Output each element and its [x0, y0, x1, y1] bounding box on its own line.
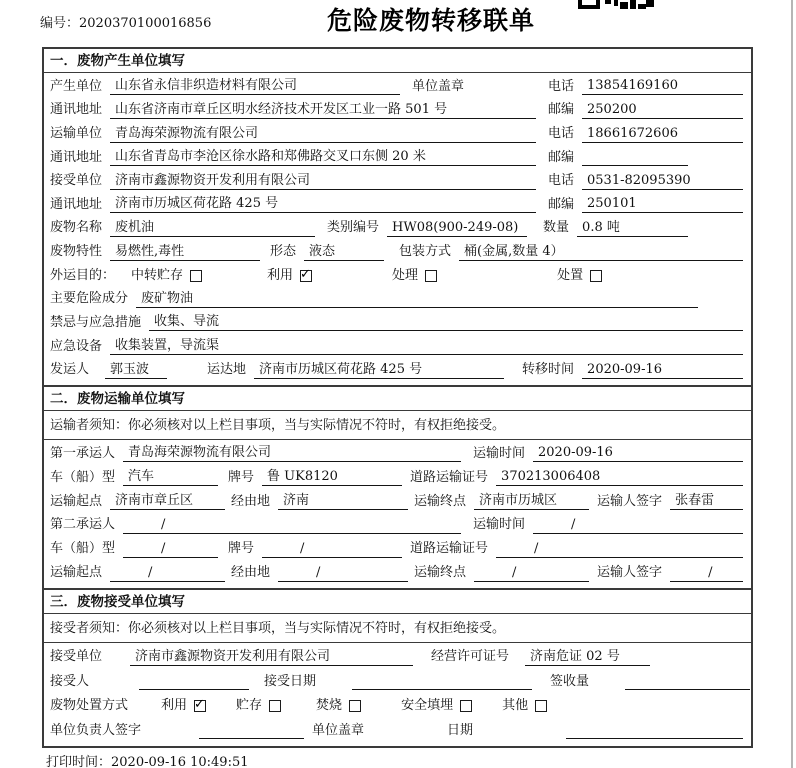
carrier-sign-value: /	[670, 565, 743, 582]
phone-group	[548, 126, 743, 143]
option-label: 利用	[161, 698, 188, 714]
carrier-sign-value: 张春雷	[670, 493, 743, 510]
phone-value: 13854169160	[582, 78, 743, 95]
form-label: 形态	[270, 244, 297, 260]
zip-value: 250101	[582, 196, 743, 213]
row-transport-address	[44, 146, 751, 170]
plate-label: 牌号	[228, 541, 255, 557]
road-permit-value: /	[496, 541, 743, 558]
address-label: 通讯地址	[50, 102, 103, 118]
route-end-value: /	[474, 565, 589, 582]
manifest-table	[42, 47, 753, 748]
vehicle-type-value: /	[123, 541, 218, 558]
row-emergency-equipment	[44, 335, 751, 359]
receive-date-value	[352, 673, 532, 690]
purpose-option	[392, 268, 437, 284]
serial-value: 2020370100016856	[79, 16, 212, 31]
section-receiver	[44, 588, 751, 746]
page-edge-line	[791, 0, 793, 768]
purpose-option	[131, 268, 202, 284]
disposal-method-label: 废物处置方式	[50, 698, 129, 714]
packing-label: 包装方式	[399, 244, 452, 260]
second-carrier-label: 第二承运人	[50, 517, 116, 533]
road-permit-label: 道路运输证号	[410, 541, 489, 557]
receiver-label: 接受人	[50, 673, 90, 689]
row-vehicle-1	[44, 466, 751, 490]
road-permit-label: 道路运输证号	[410, 469, 489, 485]
zip-group	[548, 196, 743, 213]
hazard-label: 主要危险成分	[50, 291, 129, 307]
disposal-option	[502, 698, 547, 714]
emergency-equipment-label: 应急设备	[50, 338, 103, 354]
disposal-option	[401, 698, 472, 714]
print-time-label: 打印时间：	[46, 755, 112, 768]
waste-name-label: 废物名称	[50, 220, 103, 236]
row-shipper	[44, 358, 751, 382]
row-second-carrier	[44, 513, 751, 537]
section1-rows	[44, 73, 751, 385]
row-waste-name	[44, 217, 751, 241]
route-via-value: 济南	[278, 493, 408, 510]
option-label: 其他	[502, 698, 529, 714]
purpose-option	[267, 268, 312, 284]
destination-label: 运达地	[207, 362, 247, 378]
checkbox-icon	[425, 270, 437, 282]
checkbox-icon	[190, 270, 202, 282]
address-label: 通讯地址	[50, 196, 103, 212]
operation-license-label: 经营许可证号	[431, 649, 510, 665]
category-code-label: 类别编号	[327, 220, 380, 236]
row-vehicle-2	[44, 537, 751, 561]
plate-label: 牌号	[228, 469, 255, 485]
phone-value: 18661672606	[582, 126, 743, 143]
disposal-option	[161, 698, 206, 714]
row-transfer-purpose	[44, 264, 751, 288]
emergency-equipment-value: 收集装置，导流渠	[110, 338, 743, 355]
row-first-carrier	[44, 442, 751, 466]
route-start-label: 运输起点	[50, 565, 103, 581]
option-label: 中转贮存	[131, 267, 184, 283]
transport-unit-value: 青岛海荣源物流有限公司	[110, 126, 536, 143]
route-start-value: /	[110, 565, 225, 582]
zip-label: 邮编	[548, 102, 575, 118]
hazard-value: 废矿物油	[136, 291, 698, 308]
row-emergency-measures	[44, 311, 751, 335]
route-via-value: /	[278, 565, 408, 582]
receiver-value	[139, 673, 249, 690]
zip-label: 邮编	[548, 149, 575, 165]
phone-label: 电话	[548, 126, 575, 142]
quantity-label: 数量	[543, 220, 570, 236]
section2-header: 二．废物运输单位填写	[44, 387, 751, 411]
shipper-value: 郭玉波	[105, 362, 167, 379]
transfer-time-label: 转移时间	[522, 362, 575, 378]
route-via-label: 经由地	[231, 565, 271, 581]
transport-unit-label: 运输单位	[50, 126, 103, 142]
vehicle-type-value: 汽车	[123, 469, 218, 486]
produce-unit-label: 产生单位	[50, 78, 103, 94]
shipper-label: 发运人	[50, 362, 90, 378]
carrier-sign-label: 运输人签字	[597, 493, 663, 509]
transport-time-value: 2020-09-16	[533, 445, 743, 462]
signed-quantity-label: 签收量	[550, 673, 590, 689]
section3-rows	[44, 643, 751, 746]
address-value: 济南市历城区荷花路 425 号	[110, 196, 536, 213]
disposal-option	[236, 698, 281, 714]
zip-group	[548, 102, 743, 119]
option-label: 处理	[392, 267, 419, 283]
phone-label: 电话	[548, 78, 575, 94]
responsible-sign-label: 单位负责人签字	[50, 722, 142, 738]
checkbox-icon	[300, 270, 312, 282]
emergency-measures-label: 禁忌与应急措施	[50, 314, 142, 330]
form-value: 液态	[304, 244, 384, 261]
purpose-option	[557, 268, 602, 284]
road-permit-value: 370213006408	[496, 469, 743, 486]
produce-unit-value: 山东省永信非织造材料有限公司	[110, 78, 400, 95]
zip-value: 250200	[582, 102, 743, 119]
transport-time-label: 运输时间	[472, 445, 525, 461]
vehicle-type-label: 车（船）型	[50, 541, 116, 557]
row-waste-character	[44, 240, 751, 264]
row-responsible-signature	[44, 719, 751, 744]
phone-value: 0531-82095390	[582, 173, 743, 190]
carrier-sign-label: 运输人签字	[597, 565, 663, 581]
zip-label: 邮编	[548, 196, 575, 212]
vehicle-type-label: 车（船）型	[50, 469, 116, 485]
checkbox-icon	[590, 270, 602, 282]
receive-unit-value: 济南市鑫源物资开发利用有限公司	[110, 173, 536, 190]
waste-character-label: 废物特性	[50, 244, 103, 260]
checkbox-icon	[269, 700, 281, 712]
route-start-label: 运输起点	[50, 493, 103, 509]
packing-value: 桶(金属,数量 4）	[459, 244, 743, 261]
checkbox-icon	[460, 700, 472, 712]
transporter-notice: 运输者须知：你必须核对以上栏目事项，当与实际情况不符时，有权拒绝接受。	[44, 411, 751, 440]
page-title: 危险废物转移联单	[326, 6, 535, 35]
plate-value: 鲁 UK8120	[262, 469, 402, 486]
first-carrier-label: 第一承运人	[50, 445, 116, 461]
section3-header: 三．废物接受单位填写	[44, 590, 751, 614]
route-start-value: 济南市章丘区	[110, 493, 225, 510]
row-produce-address	[44, 99, 751, 123]
route-end-label: 运输终点	[414, 493, 467, 509]
unit-stamp-label: 单位盖章	[312, 722, 365, 738]
checkbox-icon	[194, 700, 206, 712]
plate-value: /	[262, 541, 402, 558]
section-producer	[44, 49, 751, 385]
quantity-value: 0.8 吨	[577, 220, 688, 237]
phone-group	[548, 173, 743, 190]
serial-label: 编号：	[40, 16, 80, 31]
destination-value: 济南市历城区荷花路 425 号	[254, 362, 504, 379]
row-hazard-component	[44, 287, 751, 311]
option-label: 焚烧	[316, 698, 343, 714]
print-time-value: 2020-09-16 10:49:51	[111, 755, 249, 768]
address-value: 山东省青岛市李沧区徐水路和郑佛路交叉口东侧 20 米	[110, 149, 536, 166]
unit-stamp-label: 单位盖章	[412, 78, 465, 94]
address-value: 山东省济南市章丘区明水经济技术开发区工业一路 501 号	[110, 102, 536, 119]
phone-label: 电话	[548, 173, 575, 189]
row-receive-unit-3	[44, 645, 751, 670]
row-receive-unit	[44, 169, 751, 193]
receive-unit-value: 济南市鑫源物资开发利用有限公司	[130, 649, 413, 666]
zip-group	[548, 149, 743, 166]
option-label: 安全填埋	[401, 698, 454, 714]
emergency-measures-value: 收集、导流	[149, 314, 743, 331]
receive-unit-label: 接受单位	[50, 649, 103, 665]
print-time-line	[46, 751, 249, 768]
category-code-value: HW08(900-249-08)	[387, 220, 527, 237]
waste-name-value: 废机油	[110, 220, 315, 237]
receiver-notice: 接受者须知：你必须核对以上栏目事项，当与实际情况不符时，有权拒绝接受。	[44, 614, 751, 643]
row-route-1	[44, 490, 751, 514]
route-end-value: 济南市历城区	[474, 493, 589, 510]
section1-header: 一．废物产生单位填写	[44, 49, 751, 73]
route-end-label: 运输终点	[414, 565, 467, 581]
receive-date-label: 接受日期	[264, 673, 317, 689]
disposal-option	[316, 698, 361, 714]
transport-time-label: 运输时间	[472, 517, 525, 533]
transfer-time-value: 2020-09-16	[582, 362, 743, 379]
purpose-label: 外运目的：	[50, 267, 116, 283]
date-value	[566, 722, 743, 739]
option-label: 利用	[267, 267, 294, 283]
row-receiver-person	[44, 670, 751, 695]
signed-quantity-value	[625, 673, 750, 690]
second-carrier-value: /	[123, 517, 461, 534]
checkbox-icon	[349, 700, 361, 712]
row-transport-unit	[44, 122, 751, 146]
row-receive-address	[44, 193, 751, 217]
responsible-sign-value	[199, 722, 304, 739]
phone-group	[548, 78, 743, 95]
address-label: 通讯地址	[50, 149, 103, 165]
receive-unit-label: 接受单位	[50, 173, 103, 189]
route-via-label: 经由地	[231, 493, 271, 509]
section2-rows	[44, 440, 751, 588]
operation-license-value: 济南危证 02 号	[525, 649, 650, 666]
row-disposal-method	[44, 694, 751, 719]
waste-character-value: 易燃性,毒性	[110, 244, 260, 261]
zip-value	[582, 149, 688, 166]
date-label: 日期	[447, 722, 474, 738]
option-label: 贮存	[236, 698, 263, 714]
row-route-2	[44, 561, 751, 585]
first-carrier-value: 青岛海荣源物流有限公司	[123, 445, 461, 462]
row-produce-unit	[44, 75, 751, 99]
checkbox-icon	[535, 700, 547, 712]
section-transporter	[44, 385, 751, 588]
option-label: 处置	[557, 267, 584, 283]
transport-time-value: /	[533, 517, 743, 534]
